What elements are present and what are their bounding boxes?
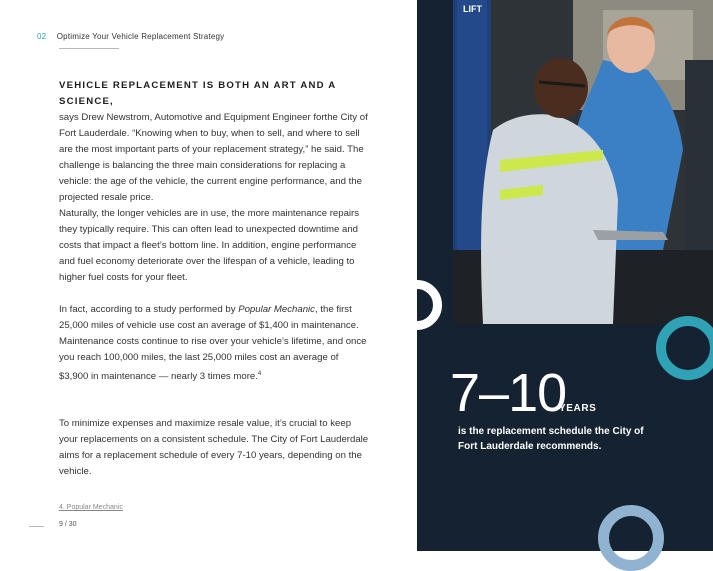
paragraph-2: Naturally, the longer vehicles are in use, the more maintenance repairs they typically require. This can often lead to unexpected downtime and costs that impact a fleet’s bottom line. In addition, engine performance and fuel economy deteriorate over the lifespan of a vehicle, leading to higher fuel costs for your fleet. [59, 208, 360, 283]
lift-label: LIFT [463, 4, 482, 14]
paragraph-4: To minimize expenses and maximize resale value, it’s crucial to keep your replacements on a consistent schedule. The City of Fort Lauderdale aims for a replacement schedule of every 7-10 years, depending on the vehicle. [59, 418, 369, 477]
blue-ring-decoration [598, 505, 664, 571]
page-number: 9 / 30 [59, 521, 77, 528]
section-header [37, 32, 224, 41]
mechanics-photo [453, 0, 713, 324]
section-number: 02 [37, 32, 47, 41]
paragraph-3-text-b: , the first 25,000 miles of vehicle use cost an average of $1,400 in maintenance. Maintenance costs continue to rise over your vehicle’s lifetime, and once you reach 100,000 miles, the last 25,000 miles cost an average of $3,900 in maintenance — nearly 3 times more. [59, 304, 367, 383]
stat-caption: is the replacement schedule the City of Fort Lauderdale recommends. [458, 426, 644, 452]
teal-ring-decoration [656, 316, 713, 380]
paragraph-1 [59, 78, 369, 206]
citation-italic: Popular Mechanic [238, 304, 315, 315]
footer-divider [29, 526, 44, 527]
paragraph-3 [59, 302, 369, 385]
photo-illustration [453, 0, 713, 324]
paragraph-1-text: says Drew Newstrom, Automotive and Equipment Engineer forthe City of Fort Lauderdale. “Knowing when to buy, when to sell, and where to sell are the most important parts of your replacement strategy,” he said. The challenge is balancing the three main considerations for replacing a vehicle: the age of the vehicle, the current engine performance, and the projected resale price. [59, 112, 368, 203]
white-ring-decoration [392, 280, 442, 330]
lead-heading: VEHICLE REPLACEMENT IS BOTH AN ART AND A SCIENCE, [59, 80, 337, 107]
footnote-marker: 4 [257, 371, 262, 377]
section-title: Optimize Your Vehicle Replacement Strategy [56, 32, 225, 41]
right-page [417, 0, 713, 551]
footnote-link[interactable]: 4. Popular Mechanic [59, 504, 123, 511]
stat-number: 7–10 [450, 363, 567, 423]
header-divider [59, 48, 119, 49]
paragraph-3-text-a: In fact, according to a study performed by [59, 304, 239, 315]
stat-unit: YEARS [559, 403, 597, 414]
